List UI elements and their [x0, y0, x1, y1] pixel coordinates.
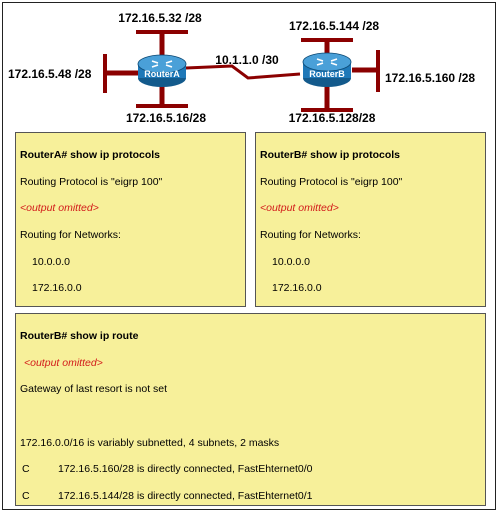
panel-b-routing-protocol: Routing Protocol is "eigrp 100": [260, 175, 403, 188]
panel-a-output-omitted: <output omitted>: [20, 202, 99, 215]
panel-b-routing-for: Routing for Networks:: [260, 229, 361, 242]
panel-b-command: RouterB# show ip protocols: [260, 149, 401, 162]
panel-a-command: RouterA# show ip protocols: [20, 149, 161, 162]
serial-link: [186, 66, 300, 78]
panel-b-network-2: 172.16.0.0: [272, 282, 322, 295]
router-b-right-network: 172.16.5.160 /28: [385, 71, 476, 85]
serial-link-label: 10.1.1.0 /30: [215, 53, 279, 67]
router-a-left-network: 172.16.5.48 /28: [8, 67, 92, 81]
router-b-show-ip-protocols-panel: [255, 132, 486, 307]
route-text: 172.16.5.160/28 is directly connected, FastEhternet0/0: [58, 463, 313, 476]
router-b-show-ip-route-panel: [15, 313, 486, 506]
route-text: 172.16.5.144/28 is directly connected, FastEhternet0/1: [58, 489, 313, 502]
route-code: C: [22, 463, 30, 476]
router-a-bottom-network: 172.16.5.16/28: [125, 111, 207, 125]
panel-c-gateway: Gateway of last resort is not set: [20, 383, 168, 396]
panel-c-output-omitted: <output omitted>: [24, 356, 103, 369]
panel-b-network-1: 10.0.0.0: [272, 255, 310, 268]
panel-a-network-2: 172.16.0.0: [32, 282, 82, 295]
route-code: C: [22, 489, 30, 502]
router-b-top-network: 172.16.5.144 /28: [288, 19, 380, 33]
router-a-top-network: 172.16.5.32 /28: [118, 11, 202, 25]
panel-a-routing-protocol: Routing Protocol is "eigrp 100": [20, 175, 163, 188]
router-b-icon: [303, 53, 351, 87]
panel-a-network-1: 10.0.0.0: [32, 255, 70, 268]
panel-c-subnetted-172: 172.16.0.0/16 is variably subnetted, 4 subnets, 2 masks: [20, 436, 280, 449]
router-a-label: RouterA: [144, 69, 180, 79]
router-a-icon: [138, 55, 186, 87]
route-entry: [20, 490, 481, 503]
panel-b-output-omitted: <output omitted>: [260, 202, 339, 215]
router-b-bottom-network: 172.16.5.128/28: [288, 111, 376, 125]
router-b-label: RouterB: [309, 69, 345, 79]
panel-c-command: RouterB# show ip route: [20, 330, 139, 343]
route-entry: [20, 463, 481, 476]
network-topology: [0, 0, 500, 130]
panel-c-blank: [20, 410, 481, 423]
panel-a-routing-for: Routing for Networks:: [20, 229, 121, 242]
router-a-show-ip-protocols-panel: [15, 132, 246, 307]
